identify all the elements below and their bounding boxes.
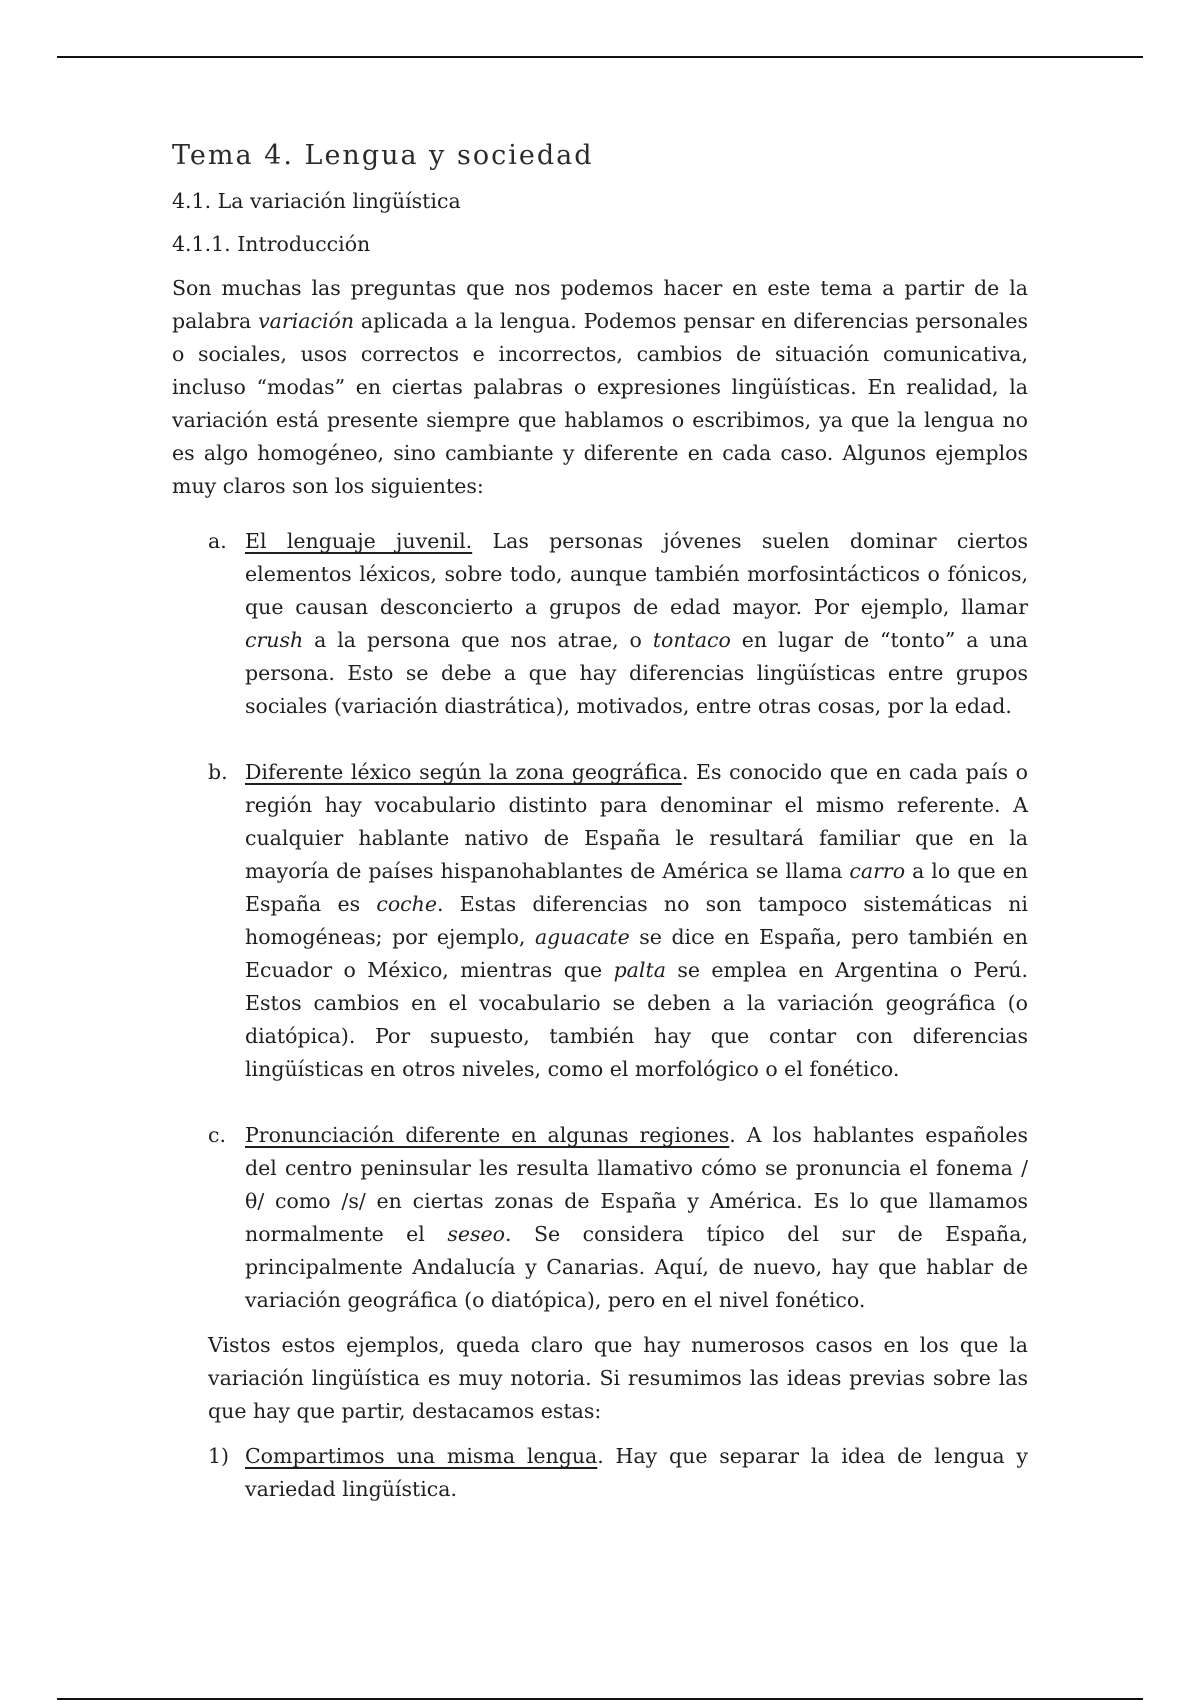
list-item-c: c. Pronunciación diferente en algunas regiones. A los hablantes españoles del centro peninsular les resulta llamativo cómo se pronuncia el fonema /θ/ como /s/ en ciertas zonas de España y América. Es lo que llamamos normalmente el seseo. Se considera típico del sur de España, principalmente Andalucía y Canarias. Aquí, de nuevo, hay que hablar de variación geográfica (o diatópica), pero en el nivel fonético. xyxy=(172,1119,1028,1317)
item-title-lexico-geografico: Diferente léxico según la zona geográfica xyxy=(245,760,682,785)
examples-list xyxy=(172,525,1028,1317)
section-heading: 4.1. La variación lingüística xyxy=(172,189,461,214)
list-marker: c. xyxy=(208,1123,226,1148)
numbered-item-1: 1) Compartimos una misma lengua. Hay que separar la idea de lengua y variedad lingüística. xyxy=(172,1440,1028,1506)
item-title-pronunciacion: Pronunciación diferente en algunas regiones xyxy=(245,1123,730,1148)
summary-paragraph: Vistos estos ejemplos, queda claro que hay numerosos casos en los que la variación lingüística es muy notoria. Si resumimos las ideas previas sobre las que hay que partir, destacamos estas: xyxy=(208,1333,1028,1424)
list-item-b: b. Diferente léxico según la zona geográfica. Es conocido que en cada país o región hay vocabulario distinto para denominar el mismo referente. A cualquier hablante nativo de España le resultará familiar que en la mayoría de países hispanohablantes de América se llama carro a lo que en España es coche. Estas diferencias no son tampoco sistemáticas ni homogéneas; por ejemplo, aguacate se dice en España, pero también en Ecuador o México, mientras que palta se emplea en Argentina o Perú. Estos cambios en el vocabulario se deben a la variación geográfica (o diatópica). Por supuesto, también hay que contar con diferencias lingüísticas en otros niveles, como el morfológico o el fonético. xyxy=(172,756,1028,1086)
item-title-lenguaje-juvenil: El lenguaje juvenil. xyxy=(245,529,473,554)
intro-paragraph: Son muchas las preguntas que nos podemos hacer en este tema a partir de la palabra variación aplicada a la lengua. Podemos pensar en diferencias personales o sociales, usos correctos e incorrectos, cambios de situación comunicativa, incluso “modas” en ciertas palabras o expresiones lingüísticas. En realidad, la variación está presente siempre que hablamos o escribimos, ya que la lengua no es algo homogéneo, sino cambiante y diferente en cada caso. Algunos ejemplos muy claros son los siguientes: xyxy=(172,276,1028,499)
list-item-a: a. El lenguaje juvenil. Las personas jóvenes suelen dominar ciertos elementos léxicos, sobre todo, aunque también morfosintácticos o fónicos, que causan desconcierto a grupos de edad mayor. Por ejemplo, llamar crush a la persona que nos atrae, o tontaco en lugar de “tonto” a una persona. Esto se debe a que hay diferencias lingüísticas entre grupos sociales (variación diastrática), motivados, entre otras cosas, por la edad. xyxy=(172,525,1028,723)
item-title-misma-lengua: Compartimos una misma lengua xyxy=(245,1444,598,1469)
list-marker: 1) xyxy=(208,1444,230,1469)
page-title: Tema 4. Lengua y sociedad xyxy=(172,140,594,171)
list-marker: a. xyxy=(208,529,227,554)
subsection-heading: 4.1.1. Introducción xyxy=(172,231,371,256)
ideas-list xyxy=(172,1440,1028,1506)
emphasis-variacion: variación xyxy=(258,309,355,334)
list-marker: b. xyxy=(208,760,228,785)
top-rule xyxy=(57,56,1143,58)
document-page xyxy=(172,138,1028,1506)
